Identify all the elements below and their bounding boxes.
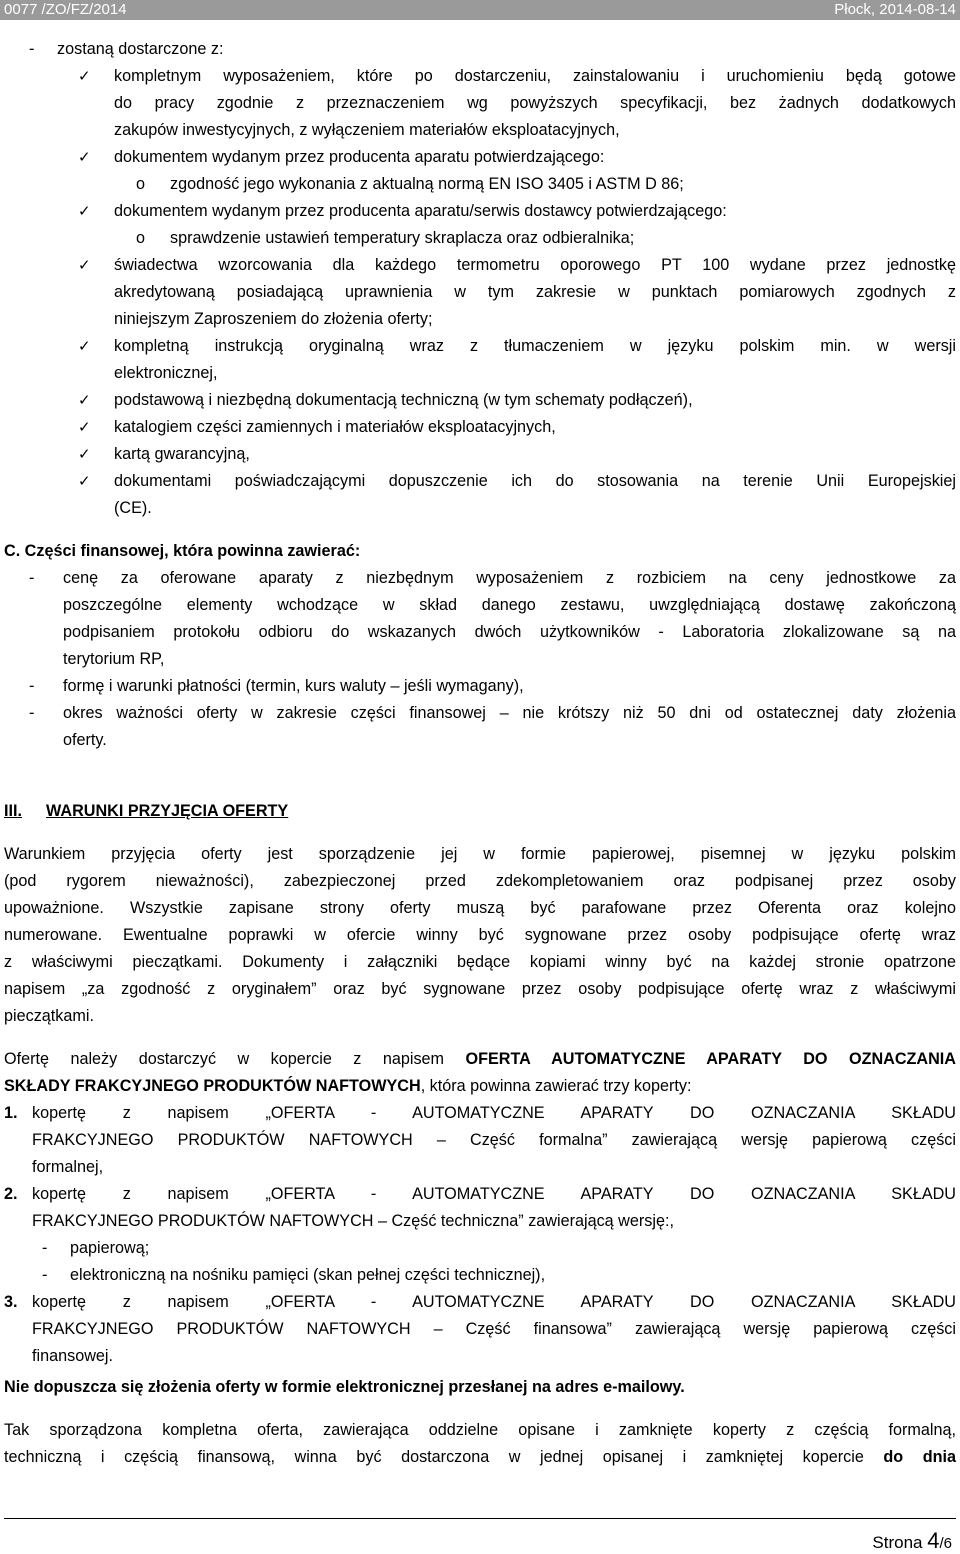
dash-bullet: - — [29, 40, 35, 58]
paragraph: Ofertę należy dostarczyć w kopercie z napisem OFERTA AUTOMATYCZNE APARATY DO OZNACZANIA SKŁADY FRAKCYJNEGO PRODUKTÓW NAFTOWYCH, która powinna zawierać trzy koperty: — [4, 1050, 956, 1095]
document-reference: 0077 /ZO/FZ/2014 — [4, 1, 127, 18]
text-line: podpisaniem protokołu odbioru do wskazanych dwóch użytkowników - Laboratoria zlokalizowane są na — [63, 623, 956, 641]
section-iii-heading — [4, 798, 956, 825]
check-icon: ✓ — [78, 202, 91, 220]
text-line: poszczególne elementy wchodzące w skład danego zestawu, uwzględniającą dostawę zakończoną — [63, 596, 956, 614]
section-title: WARUNKI PRZYJĘCIA OFERTY — [46, 802, 289, 820]
paragraph: Warunkiem przyjęcia oferty jest sporządzenie jej w formie papierowej, pisemnej w języku polskim (pod rygorem nieważności), zabezpieczonej przed zdekompletowaniem oraz podpisanej przez osoby upoważnione. Wszystkie zapisane strony oferty muszą być parafowane przez Oferenta oraz kolejno numerowane. Ewentualne poprawki w ofercie winny być sygnowane przez osoby podpisujące ofertę wraz z właściwymi pieczątkami. Dokumenty i załączniki będące kopiami winny być na każdej stronie opatrzone napisem „za zgodność z oryginałem” oraz być sygnowane przez osoby podpisujące ofertę wraz z właściwymi pieczątkami. — [4, 845, 956, 1025]
text-line: FRAKCYJNEGO PRODUKTÓW NAFTOWYCH – Część techniczna” zawierającą wersję:, — [32, 1212, 674, 1230]
text-line: terytorium RP, — [63, 650, 165, 668]
check-icon: ✓ — [78, 391, 91, 409]
check-icon: ✓ — [78, 67, 91, 85]
numbered-item: 2. kopertę z napisem „OFERTA - AUTOMATYCZNE APARATY DO OZNACZANIA SKŁADU — [4, 1185, 956, 1203]
check-icon: ✓ — [78, 472, 91, 490]
text-line: FRAKCYJNEGO PRODUKTÓW NAFTOWYCH – Część finansowa” zawierającą wersję papierową części — [32, 1320, 956, 1338]
bold-note: Nie dopuszcza się złożenia oferty w formie elektronicznej przesłanej na adres e-mailowy. — [4, 1378, 685, 1396]
check-item: ✓ dokumentem wydanym przez producenta aparatu potwierdzającego: — [4, 144, 956, 171]
check-icon: ✓ — [78, 148, 91, 166]
text-line: niniejszym Zaproszeniem do złożenia oferty; — [114, 310, 433, 328]
check-item: ✓ dokumentem wydanym przez producenta aparatu/serwis dostawcy potwierdzającego: — [4, 198, 956, 225]
text-line: do pracy zgodnie z przeznaczeniem wg powyższych specyfikacji, bez żadnych dodatkowych — [114, 94, 956, 112]
check-item: ✓ kompletnym wyposażeniem, które po dostarczeniu, zainstalowaniu i uruchomieniu będą gotowe — [4, 63, 956, 90]
circle-item: o sprawdzenie ustawień temperatury skraplacza oraz odbieralnika; — [4, 225, 956, 252]
text-line: zakupów inwestycyjnych, z wyłączeniem materiałów eksploatacyjnych, — [114, 121, 620, 139]
footer-divider — [4, 1518, 956, 1519]
text-line: finansowej. — [32, 1347, 113, 1365]
dash-bullet: - — [29, 569, 35, 587]
page-number: Strona 4/6 — [872, 1528, 952, 1553]
numbered-item: 1. kopertę z napisem „OFERTA - AUTOMATYCZNE APARATY DO OZNACZANIA SKŁADU — [4, 1104, 956, 1122]
check-item: ✓ kartą gwarancyjną, — [4, 441, 956, 468]
check-icon: ✓ — [78, 256, 91, 274]
check-item: ✓ katalogiem części zamiennych i materiałów eksploatacyjnych, — [4, 414, 956, 441]
check-icon: ✓ — [78, 337, 91, 355]
circle-bullet: o — [136, 229, 146, 247]
check-item: ✓ kompletną instrukcją oryginalną wraz z tłumaczeniem w języku polskim min. w wersji — [4, 333, 956, 360]
list-item: - zostaną dostarczone z: — [4, 36, 956, 63]
check-item: ✓ dokumentami poświadczającymi dopuszczenie ich do stosowania na terenie Unii Europejskiej — [4, 468, 956, 495]
text-line: oferty. — [63, 731, 107, 749]
section-c-title: C. Części finansowej, która powinna zawierać: — [4, 542, 361, 560]
text-line: FRAKCYJNEGO PRODUKTÓW NAFTOWYCH – Część formalna” zawierającą wersję papierową części — [32, 1131, 956, 1149]
list-item: - elektroniczną na nośniku pamięci (skan pełnej części technicznej), — [4, 1262, 956, 1289]
check-icon: ✓ — [78, 418, 91, 436]
dash-bullet: - — [29, 704, 35, 722]
list-item: - papierową; — [4, 1235, 956, 1262]
numbered-item: 3. kopertę z napisem „OFERTA - AUTOMATYCZNE APARATY DO OZNACZANIA SKŁADU — [4, 1293, 956, 1311]
section-number: III. — [4, 802, 22, 820]
dash-bullet: - — [42, 1239, 48, 1257]
check-item: ✓ świadectwa wzorcowania dla każdego termometru oporowego PT 100 wydane przez jednostkę — [4, 252, 956, 279]
document-body — [4, 36, 956, 1471]
dash-bullet: - — [29, 677, 35, 695]
text-line: (CE). — [114, 499, 152, 517]
check-icon: ✓ — [78, 445, 91, 463]
list-item: - formę i warunki płatności (termin, kurs waluty – jeśli wymagany), — [4, 673, 956, 700]
dash-bullet: - — [42, 1266, 48, 1284]
list-item: - okres ważności oferty w zakresie części finansowej – nie krótszy niż 50 dni od ostatecznej daty złożenia — [4, 700, 956, 727]
text-line: akredytowaną posiadającą uprawnienia w tym zakresie w punktach pomiarowych zgodnych z — [114, 283, 956, 301]
list-item: - cenę za oferowane aparaty z niezbędnym wyposażeniem z rozbiciem na ceny jednostkowe za — [4, 565, 956, 592]
circle-item: o zgodność jego wykonania z aktualną normą EN ISO 3405 i ASTM D 86; — [4, 171, 956, 198]
check-item: ✓ podstawową i niezbędną dokumentacją techniczną (w tym schematy podłączeń), — [4, 387, 956, 414]
text-line: formalnej, — [32, 1158, 104, 1176]
text-line: elektronicznej, — [114, 364, 218, 382]
place-date: Płock, 2014-08-14 — [834, 1, 956, 18]
page-header — [0, 0, 960, 20]
circle-bullet: o — [136, 175, 146, 193]
paragraph: Tak sporządzona kompletna oferta, zawierająca oddzielne opisane i zamknięte koperty z częścią formalną, techniczną i częścią finansową, winna być dostarczona w jednej opisanej i zamkniętej kopercie do dnia — [4, 1421, 956, 1466]
